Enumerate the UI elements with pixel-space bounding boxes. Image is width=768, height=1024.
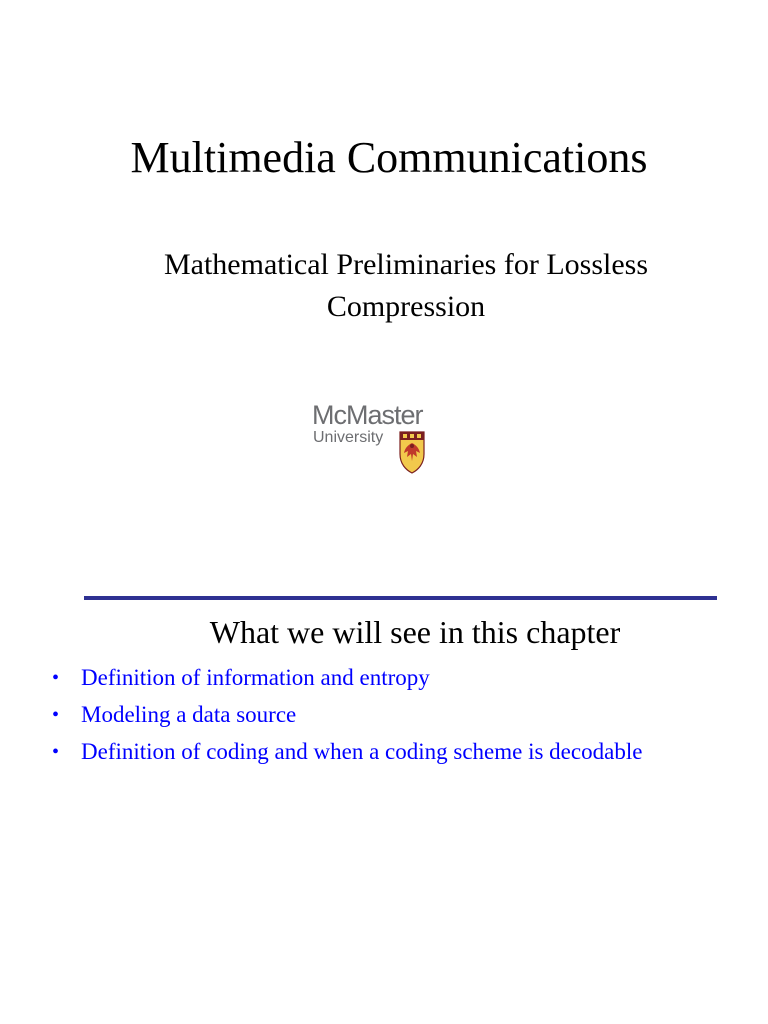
bullet-text: Modeling a data source: [81, 702, 297, 727]
logo-subtitle: University: [313, 429, 384, 446]
bullet-icon: •: [52, 667, 60, 689]
section-title: What we will see in this chapter: [209, 614, 621, 650]
logo-name: McMaster: [312, 400, 423, 430]
slide-subtitle: Mathematical Preliminaries for Lossless Compression: [163, 248, 649, 323]
chapter-overview-slide: [0, 560, 768, 1024]
crest-icon: [398, 430, 426, 474]
bullet-text: Definition of coding and when a coding scheme is decodable: [81, 739, 643, 764]
university-logo: [312, 400, 432, 476]
bullet-text: Definition of information and entropy: [81, 665, 430, 690]
list-item: [52, 664, 752, 692]
slide-title: Multimedia Communications: [130, 133, 648, 182]
bullet-icon: •: [52, 704, 60, 726]
list-item: [52, 738, 752, 766]
bullet-icon: •: [52, 741, 60, 763]
bullet-list: [52, 664, 752, 775]
list-item: [52, 701, 752, 729]
title-divider: [84, 596, 717, 600]
